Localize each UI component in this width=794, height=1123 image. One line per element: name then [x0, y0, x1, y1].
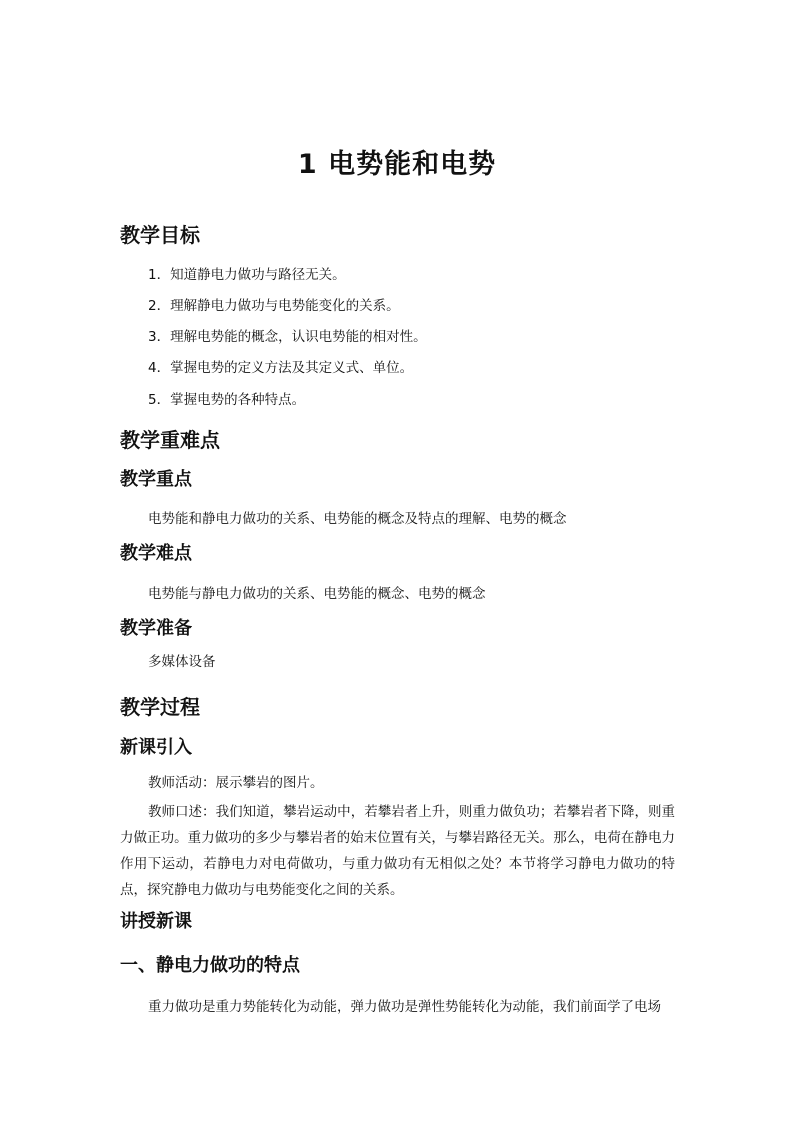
heading-difficult-points: 教学难点: [120, 543, 192, 564]
difficult-points-text: 电势能与静电力做功的关系、电势能的概念、电势的概念: [148, 586, 486, 602]
heading-key-difficult: 教学重难点: [120, 428, 220, 452]
section-1-text: 重力做功是重力势能转化为动能，弹力做功是弹性势能转化为动能，我们前面学了电场: [148, 999, 661, 1015]
heading-new-lesson: 讲授新课: [120, 911, 192, 932]
objective-item-2: 2．理解静电力做功与电势能变化的关系。: [148, 298, 400, 314]
heading-section-1: 一、静电力做功的特点: [120, 955, 300, 976]
objective-item-4: 4．掌握电势的定义方法及其定义式、单位。: [148, 360, 414, 376]
heading-intro: 新课引入: [120, 737, 192, 758]
key-points-text: 电势能和静电力做功的关系、电势能的概念及特点的理解、电势的概念: [148, 511, 567, 527]
heading-preparation: 教学准备: [120, 618, 192, 639]
objective-item-5: 5．掌握电势的各种特点。: [148, 392, 306, 408]
preparation-text: 多媒体设备: [148, 654, 216, 670]
intro-activity-text: 教师活动：展示攀岩的图片。: [148, 775, 324, 791]
objective-item-1: 1．知道静电力做功与路径无关。: [148, 267, 346, 283]
objective-item-3: 3．理解电势能的概念，认识电势能的相对性。: [148, 329, 427, 345]
intro-narration-text: 教师口述：我们知道，攀岩运动中，若攀岩者上升，则重力做负功；若攀岩者下降，则重力做正功。重力做功的多少与攀岩者的始末位置有关，与攀岩路径无关。那么，电荷在静电力作用下运动，若静电力对电荷做功，与重力做功有无相似之处？本节将学习静电力做功的特点，探究静电力做功与电势能变化之间的关系。: [120, 804, 675, 898]
heading-key-points: 教学重点: [120, 469, 192, 490]
page-title: 1 电势能和电势: [297, 149, 497, 180]
heading-objectives: 教学目标: [120, 223, 200, 247]
heading-process: 教学过程: [120, 695, 200, 719]
